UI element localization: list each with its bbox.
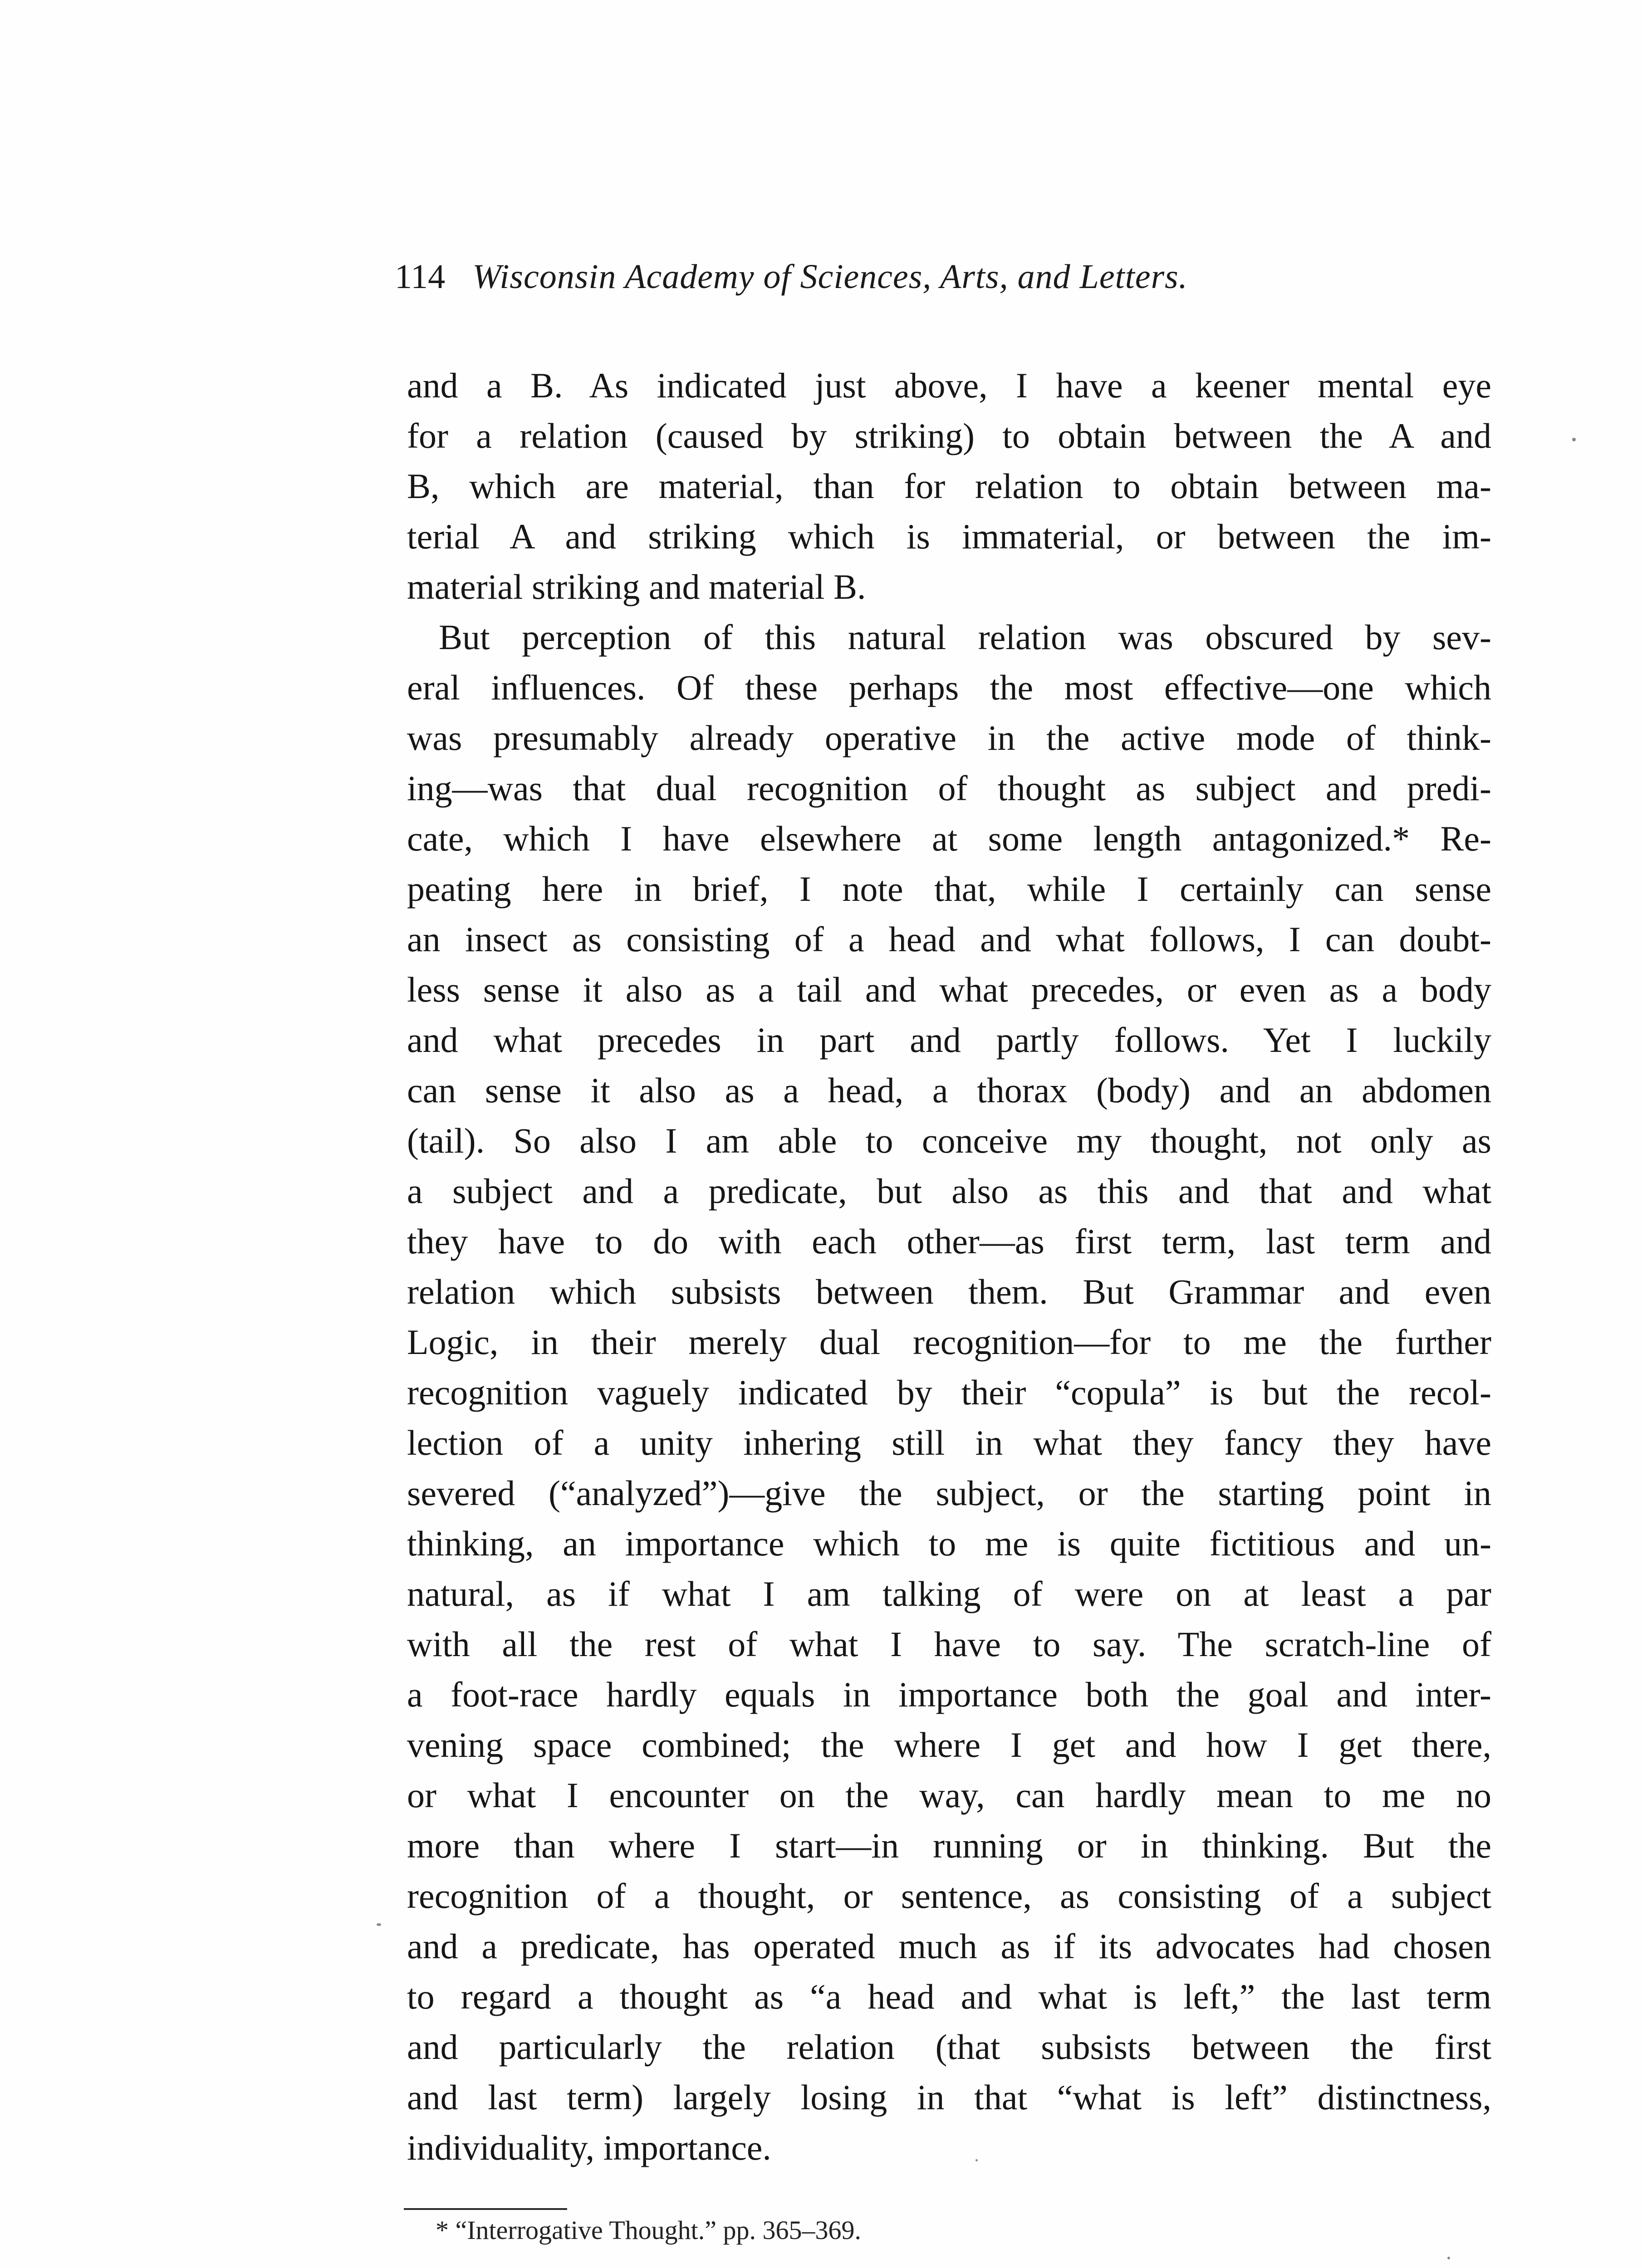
body-line: recognition vaguely indicated by their “copula” is but the recol- [407, 1373, 1491, 1412]
scan-speck [1447, 2257, 1450, 2259]
scan-speck [1572, 438, 1576, 441]
body-line: natural, as if what I am talking of were on at least a par [407, 1574, 1491, 1613]
body-line: an insect as consisting of a head and what follows, I can doubt- [407, 919, 1491, 959]
scan-speck [377, 1923, 381, 1926]
body-line: thinking, an importance which to me is quite fictitious and un- [407, 1524, 1491, 1563]
body-line: material striking and material B. [407, 567, 866, 606]
body-line: ing—was that dual recognition of thought as subject and predi- [407, 768, 1491, 808]
body-line: relation which subsists between them. But Grammar and even [407, 1272, 1491, 1311]
body-line: and a B. As indicated just above, I have a keener mental eye [407, 366, 1491, 405]
body-line: terial A and striking which is immaterial, or between the im- [407, 517, 1491, 556]
body-line: lection of a unity inhering still in what they fancy they have [407, 1423, 1491, 1462]
body-line: to regard a thought as “a head and what is left,” the last term [407, 1977, 1491, 2016]
page-number: 114 [395, 258, 446, 296]
body-line: and particularly the relation (that subsists between the first [407, 2027, 1491, 2067]
body-line: a foot-race hardly equals in importance both the goal and inter- [407, 1675, 1491, 1714]
body-line: (tail). So also I am able to conceive my thought, not only as [407, 1121, 1491, 1160]
body-line: or what I encounter on the way, can hardly mean to me no [407, 1775, 1491, 1815]
body-line: and last term) largely losing in that “what is left” distinctness, [407, 2077, 1491, 2117]
body-line: more than where I start—in running or in thinking. But the [407, 1826, 1491, 1865]
footnote: * “Interrogative Thought.” pp. 365–369. [436, 2215, 861, 2245]
body-line: individuality, importance. [407, 2128, 771, 2167]
paragraph-first-line: But perception of this natural relation was obscured by sev- [439, 617, 1491, 657]
body-line: cate, which I have elsewhere at some length antagonized.* Re- [407, 819, 1491, 858]
body-line: peating here in brief, I note that, while I certainly can sense [407, 869, 1491, 909]
body-line: and a predicate, has operated much as if its advocates had chosen [407, 1926, 1491, 1966]
body-line: less sense it also as a tail and what precedes, or even as a body [407, 970, 1491, 1009]
body-line: recognition of a thought, or sentence, as consisting of a subject [407, 1876, 1491, 1916]
running-head [395, 254, 1370, 299]
body-line: for a relation (caused by striking) to obtain between the A and [407, 416, 1491, 455]
body-line: B, which are material, than for relation to obtain between ma- [407, 466, 1491, 506]
body-line: eral influences. Of these perhaps the most effective—one which [407, 668, 1491, 707]
body-line: and what precedes in part and partly follows. Yet I luckily [407, 1020, 1491, 1060]
body-line: was presumably already operative in the active mode of think- [407, 718, 1491, 758]
body-line: with all the rest of what I have to say. The scratch-line of [407, 1624, 1491, 1664]
running-title: Wisconsin Academy of Sciences, Arts, and Letters. [472, 258, 1188, 296]
body-line: vening space combined; the where I get and how I get there, [407, 1725, 1491, 1765]
body-line: Logic, in their merely dual recognition—for to me the further [407, 1322, 1491, 1362]
body-line: can sense it also as a head, a thorax (body) and an abdomen [407, 1070, 1491, 1110]
scan-speck [975, 2159, 978, 2161]
body-line: they have to do with each other—as first term, last term and [407, 1222, 1491, 1261]
body-line: severed (“analyzed”)—give the subject, or the starting point in [407, 1473, 1491, 1513]
body-line: a subject and a predicate, but also as this and that and what [407, 1171, 1491, 1211]
